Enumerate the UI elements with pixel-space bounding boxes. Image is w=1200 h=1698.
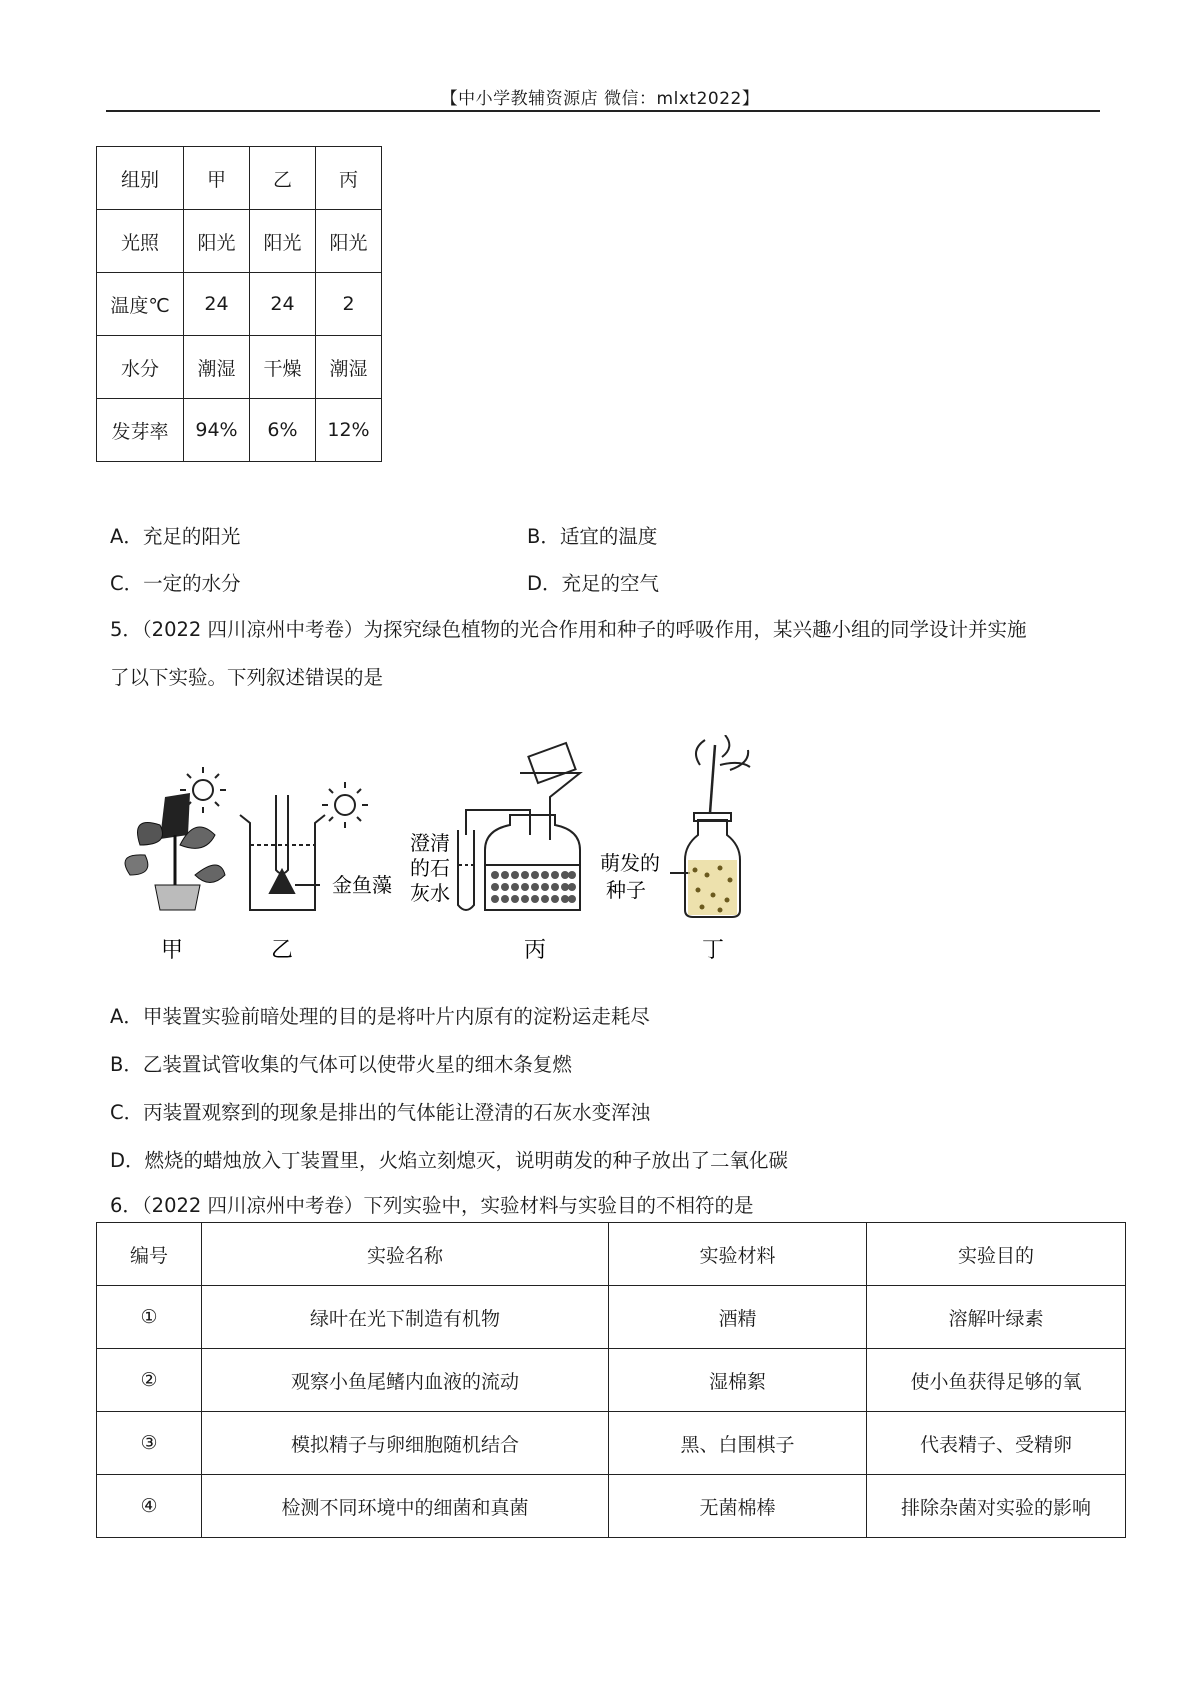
header-divider xyxy=(106,110,1100,112)
table-cell: 代表精子、受精卵 xyxy=(867,1412,1126,1475)
table-cell: 12% xyxy=(316,399,382,462)
q4-option-a: A．充足的阳光 xyxy=(110,525,241,548)
table-cell: 使小鱼获得足够的氧 xyxy=(867,1349,1126,1412)
column-header: 实验名称 xyxy=(202,1223,609,1286)
table-header-row xyxy=(97,1223,1126,1286)
q5-option-c: C．丙装置观察到的现象是排出的气体能让澄清的石灰水变浑浊 xyxy=(110,1101,651,1124)
table-cell: 2 xyxy=(316,273,382,336)
column-header: 实验目的 xyxy=(867,1223,1126,1286)
table-row xyxy=(97,1286,1126,1349)
q5-option-b: B．乙装置试管收集的气体可以使带火星的细木条复燃 xyxy=(110,1053,572,1076)
column-header: 实验材料 xyxy=(609,1223,867,1286)
table-cell: 6% xyxy=(250,399,316,462)
q4-option-d: D．充足的空气 xyxy=(527,572,660,595)
table-cell: 干燥 xyxy=(250,336,316,399)
label-limewater-3: 灰水 xyxy=(410,881,450,905)
experiment-table xyxy=(96,1222,1126,1538)
germination-table xyxy=(96,146,382,462)
table-row xyxy=(97,210,382,273)
label-seeds-2: 种子 xyxy=(606,878,646,902)
table-cell: 黑、白围棋子 xyxy=(609,1412,867,1475)
table-cell: 94% xyxy=(184,399,250,462)
table-cell: 甲 xyxy=(184,147,250,210)
table-cell: ③ xyxy=(97,1412,202,1475)
table-cell: 排除杂菌对实验的影响 xyxy=(867,1475,1126,1538)
q4-option-c: C．一定的水分 xyxy=(110,572,241,595)
table-cell: ② xyxy=(97,1349,202,1412)
label-bing: 丙 xyxy=(523,938,547,963)
table-cell: 温度℃ xyxy=(97,273,184,336)
table-row xyxy=(97,1349,1126,1412)
table-cell: 溶解叶绿素 xyxy=(867,1286,1126,1349)
q6-stem: 6．（2022 四川凉州中考卷）下列实验中，实验材料与实验目的不相符的是 xyxy=(110,1194,754,1217)
table-cell: 光照 xyxy=(97,210,184,273)
table-cell: 模拟精子与卵细胞随机结合 xyxy=(202,1412,609,1475)
label-ding: 丁 xyxy=(701,938,725,963)
table-cell: 潮湿 xyxy=(316,336,382,399)
sun-icon xyxy=(322,782,368,828)
table-row xyxy=(97,147,382,210)
table-row xyxy=(97,1412,1126,1475)
label-jinyuzao: 金鱼藻 xyxy=(332,873,392,897)
potted-plant-icon xyxy=(125,793,225,910)
seed-pattern xyxy=(491,871,576,903)
table-cell: 潮湿 xyxy=(184,336,250,399)
beaker-icon xyxy=(240,795,325,910)
table-row xyxy=(97,273,382,336)
table-row xyxy=(97,1475,1126,1538)
label-limewater-1: 澄清 xyxy=(410,831,450,855)
table-row xyxy=(97,399,382,462)
table-cell: 水分 xyxy=(97,336,184,399)
table-cell: 无菌棉棒 xyxy=(609,1475,867,1538)
column-header: 编号 xyxy=(97,1223,202,1286)
table-cell: 观察小鱼尾鳍内血液的流动 xyxy=(202,1349,609,1412)
table-cell: 酒精 xyxy=(609,1286,867,1349)
table-cell: 阳光 xyxy=(316,210,382,273)
q5-option-d: D．燃烧的蜡烛放入丁装置里，火焰立刻熄灭，说明萌发的种子放出了二氧化碳 xyxy=(110,1149,789,1172)
table-row xyxy=(97,336,382,399)
table-cell: 检测不同环境中的细菌和真菌 xyxy=(202,1475,609,1538)
q4-option-b: B．适宜的温度 xyxy=(527,525,658,548)
q5-option-a: A．甲装置实验前暗处理的目的是将叶片内原有的淀粉运走耗尽 xyxy=(110,1005,650,1028)
table-cell: 发芽率 xyxy=(97,399,184,462)
table-cell: 24 xyxy=(184,273,250,336)
table-cell: ① xyxy=(97,1286,202,1349)
table-cell: 湿棉絮 xyxy=(609,1349,867,1412)
limewater-tube-icon xyxy=(458,810,530,910)
page-header: 【中小学教辅资源店 微信：mlxt2022】 xyxy=(440,89,760,109)
table-cell: 丙 xyxy=(316,147,382,210)
q5-stem-line1: 5．（2022 四川凉州中考卷）为探究绿色植物的光合作用和种子的呼吸作用，某兴趣小组的同学设计并实施 xyxy=(110,618,1027,641)
table-cell: 24 xyxy=(250,273,316,336)
table-cell: ④ xyxy=(97,1475,202,1538)
table-cell: 乙 xyxy=(250,147,316,210)
experiment-figure xyxy=(110,735,830,965)
label-seeds-1: 萌发的 xyxy=(600,851,660,875)
q5-stem-line2: 了以下实验。下列叙述错误的是 xyxy=(110,666,384,689)
table-cell: 阳光 xyxy=(250,210,316,273)
table-cell: 组别 xyxy=(97,147,184,210)
table-cell: 阳光 xyxy=(184,210,250,273)
label-limewater-2: 的石 xyxy=(410,856,450,880)
label-jia: 甲 xyxy=(160,938,184,963)
label-yi: 乙 xyxy=(270,938,294,963)
table-cell: 绿叶在光下制造有机物 xyxy=(202,1286,609,1349)
